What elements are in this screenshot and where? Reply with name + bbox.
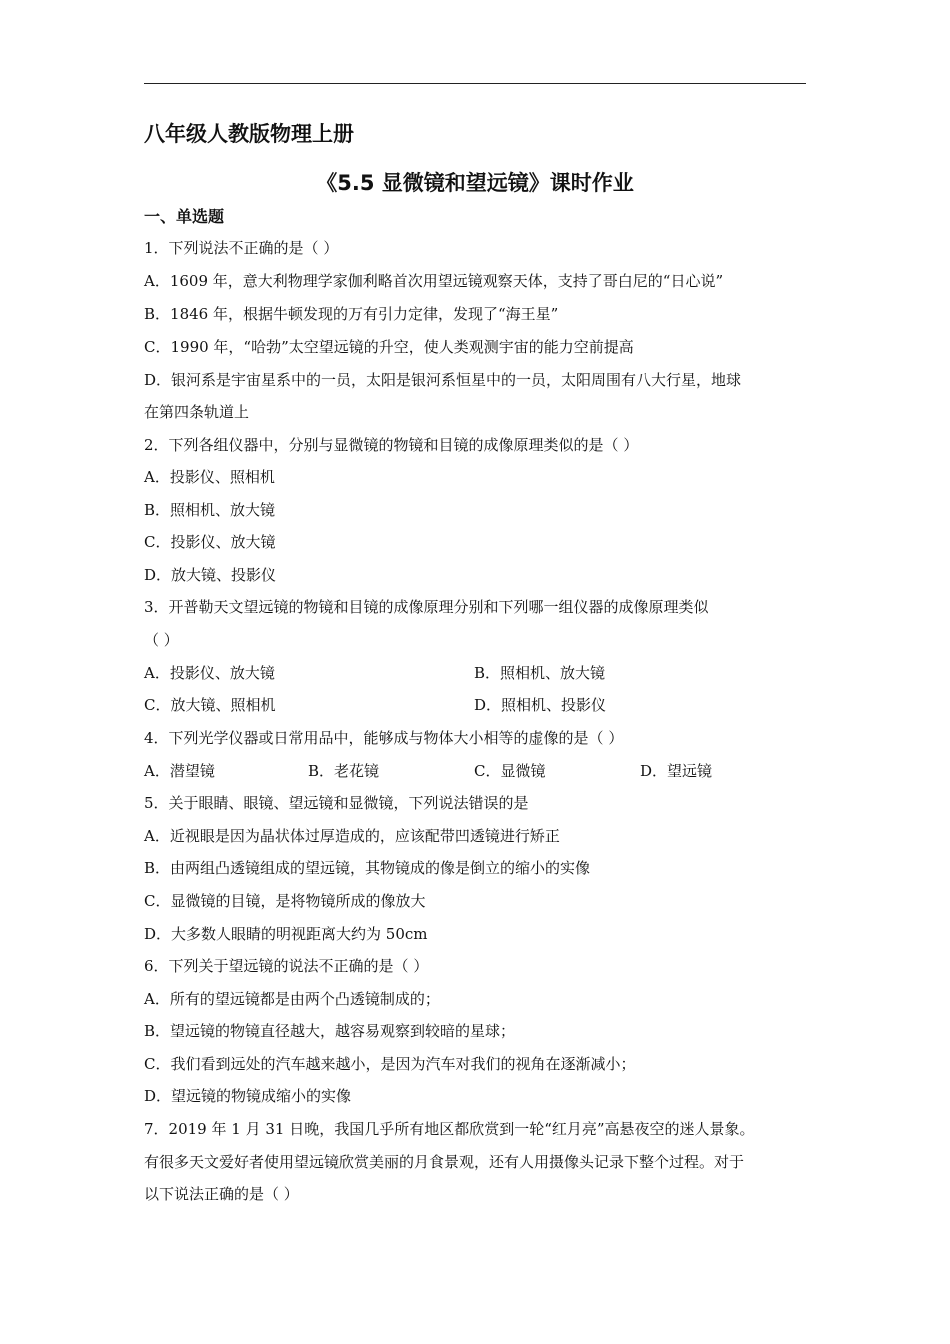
- q2-stem: 2．下列各组仪器中，分别与显微镜的物镜和目镜的成像原理类似的是（ ）: [144, 436, 639, 454]
- q3-option-c: C．放大镜、照相机: [144, 696, 276, 714]
- q5-option-c: C．显微镜的目镜，是将物镜所成的像放大: [144, 892, 426, 910]
- q1-option-d: D．银河系是宇宙星系中的一员，太阳是银河系恒星中的一员，太阳周围有八大行星，地球: [144, 371, 742, 389]
- q6-stem: 6．下列关于望远镜的说法不正确的是（ ）: [144, 957, 429, 975]
- q3-option-d: D．照相机、投影仪: [474, 696, 607, 714]
- q1-option-a: A．1609 年，意大利物理学家伽利略首次用望远镜观察天体，支持了哥白尼的“日心说”: [144, 272, 724, 290]
- q2-option-c: C．投影仪、放大镜: [144, 533, 276, 551]
- q4-option-d: D．望远镜: [640, 762, 713, 780]
- q5-stem: 5．关于眼睛、眼镜、望远镜和显微镜，下列说法错误的是: [144, 794, 529, 812]
- q7-stem-cont-2: 以下说法正确的是（ ）: [144, 1185, 299, 1203]
- q1-option-b: B．1846 年，根据牛顿发现的万有引力定律，发现了“海王星”: [144, 305, 559, 323]
- doc-title: 《5.5 显微镜和望远镜》课时作业: [316, 171, 634, 195]
- q4-option-a: A．潜望镜: [144, 762, 215, 780]
- doc-header: 八年级人教版物理上册: [144, 122, 354, 146]
- q3-stem: 3．开普勒天文望远镜的物镜和目镜的成像原理分别和下列哪一组仪器的成像原理类似: [144, 598, 709, 616]
- q4-stem: 4．下列光学仪器或日常用品中，能够成与物体大小相等的虚像的是（ ）: [144, 729, 624, 747]
- header-rule: [144, 83, 806, 84]
- q6-option-b: B．望远镜的物镜直径越大，越容易观察到较暗的星球；: [144, 1022, 516, 1040]
- q3-stem-cont: （ ）: [144, 631, 179, 649]
- q6-option-a: A．所有的望远镜都是由两个凸透镜制成的；: [144, 990, 440, 1008]
- q1-option-c: C．1990 年，“哈勃”太空望远镜的升空，使人类观测宇宙的能力空前提高: [144, 338, 634, 356]
- q7-stem-cont-1: 有很多天文爱好者使用望远镜欣赏美丽的月食景观，还有人用摄像头记录下整个过程。对于: [144, 1153, 745, 1171]
- q3-option-a: A．投影仪、放大镜: [144, 664, 275, 682]
- q7-stem: 7．2019 年 1 月 31 日晚，我国几乎所有地区都欣赏到一轮“红月亮”高悬夜空的迷人景象。: [144, 1120, 755, 1138]
- q1-option-d-cont: 在第四条轨道上: [144, 403, 250, 421]
- q2-option-b: B．照相机、放大镜: [144, 501, 276, 519]
- q4-option-b: B．老花镜: [308, 762, 380, 780]
- q5-option-a: A．近视眼是因为晶状体过厚造成的，应该配带凹透镜进行矫正: [144, 827, 560, 845]
- q6-option-d: D．望远镜的物镜成缩小的实像: [144, 1087, 352, 1105]
- q5-option-b: B．由两组凸透镜组成的望远镜，其物镜成的像是倒立的缩小的实像: [144, 859, 591, 877]
- q4-option-c: C．显微镜: [474, 762, 546, 780]
- q3-option-b: B．照相机、放大镜: [474, 664, 606, 682]
- q1-stem: 1．下列说法不正确的是（ ）: [144, 239, 339, 257]
- q6-option-c: C．我们看到远处的汽车越来越小，是因为汽车对我们的视角在逐渐减小；: [144, 1055, 636, 1073]
- q2-option-a: A．投影仪、照相机: [144, 468, 275, 486]
- q5-option-d: D．大多数人眼睛的明视距离大约为 50cm: [144, 925, 428, 943]
- q2-option-d: D．放大镜、投影仪: [144, 566, 277, 584]
- section-heading: 一、单选题: [144, 207, 225, 226]
